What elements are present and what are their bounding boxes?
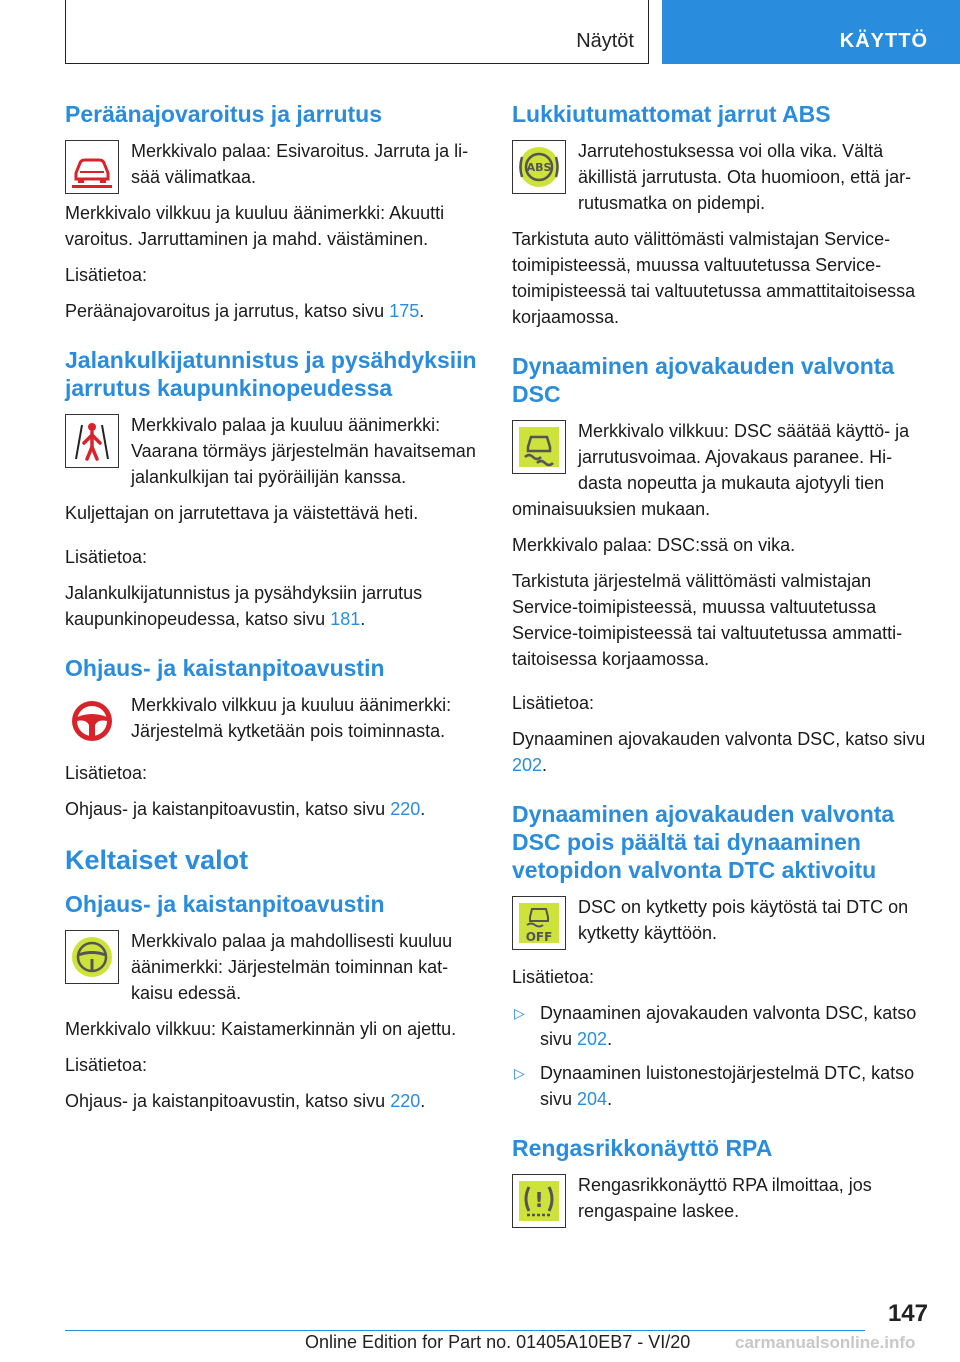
left-column bbox=[65, 100, 479, 1136]
reference: Ohjaus- ja kaistanpitoavustin, katso sivu 220. bbox=[65, 799, 426, 819]
header-section-box bbox=[65, 0, 649, 64]
page-link[interactable]: 175 bbox=[389, 301, 420, 321]
page-link[interactable]: 220 bbox=[390, 799, 421, 819]
right-column bbox=[512, 100, 928, 1246]
reference: Dynaaminen ajovakauden valvonta DSC, katso sivu 202. bbox=[512, 729, 926, 775]
section-dsc bbox=[512, 352, 928, 778]
footer-divider bbox=[65, 1330, 865, 1331]
reference: Jalankulkijatunnistus ja pysähdyksiin jarrutus kaupunkinopeudessa, katso sivu 181. bbox=[65, 583, 423, 629]
page-link[interactable]: 202 bbox=[577, 1029, 608, 1049]
dsc-icon bbox=[512, 420, 566, 474]
section-rpa bbox=[512, 1134, 928, 1224]
section-pedestrian-detection bbox=[65, 346, 479, 632]
paragraph: Tarkistuta järjestelmä välittömästi valmistajan Service-toimipisteessä, muussa valtuutetussa Service-toimipisteessä tai valtuutetussa ammattitaitoisessa korjaamossa. bbox=[512, 571, 903, 669]
section-title: Dynaaminen ajovakauden valvonta DSC bbox=[512, 353, 895, 407]
paragraph: Merkkivalo palaa: Esivaroitus. Jarruta ja lisää välimatkaa. bbox=[131, 141, 469, 187]
pedestrian-warning-icon bbox=[65, 414, 119, 468]
info-label: Lisätietoa: bbox=[65, 763, 148, 783]
paragraph: Rengasrikkonäyttö RPA ilmoittaa, jos rengaspaine laskee. bbox=[578, 1175, 872, 1221]
collision-warning-icon bbox=[65, 140, 119, 194]
page-link[interactable]: 220 bbox=[390, 1091, 421, 1111]
footer-edition: Online Edition for Part no. 01405A10EB7 - VI/20 bbox=[305, 1332, 691, 1352]
section-title: Dynaaminen ajovakauden valvonta DSC pois päältä tai dynaaminen vetopidon valvonta DTC aktivoitu bbox=[512, 801, 895, 883]
section-title: Rengasrikkonäyttö RPA bbox=[512, 1135, 773, 1161]
dsc-off-icon bbox=[512, 896, 566, 950]
section-title: Ohjaus- ja kaistanpitoavustin bbox=[65, 891, 385, 917]
section-title: Lukkiutumattomat jarrut ABS bbox=[512, 101, 831, 127]
page-link[interactable]: 181 bbox=[330, 609, 361, 629]
section-title: Ohjaus- ja kaistanpitoavustin bbox=[65, 655, 385, 681]
section-dsc-off bbox=[512, 800, 928, 1112]
reference: Peräänajovaroitus ja jarrutus, katso sivu 175. bbox=[65, 301, 425, 321]
page-link[interactable]: 202 bbox=[512, 755, 543, 775]
paragraph: Merkkivalo vilkkuu ja kuuluu äänimerkki: Akuutti varoitus. Jarruttaminen ja mahd. väistäminen. bbox=[65, 203, 445, 249]
info-label: Lisätietoa: bbox=[65, 547, 148, 567]
page-number: 147 bbox=[887, 1300, 928, 1327]
paragraph: Kuljettajan on jarrutettava ja väistettävä heti. bbox=[65, 503, 419, 523]
steering-wheel-yellow-icon bbox=[65, 930, 119, 984]
info-label: Lisätietoa: bbox=[65, 265, 148, 285]
section-steering-assist-red bbox=[65, 654, 479, 822]
abs-warning-icon bbox=[512, 140, 566, 194]
abs-icon-text: ABS bbox=[526, 161, 552, 174]
paragraph: Merkkivalo vilkkuu: DSC säätää käyttö- ja jarrutusvoimaa. Ajovakaus paranee. Hidasta nopeutta ja mukauta ajotyyli tien ominaisuuksien mukaan. bbox=[512, 421, 910, 519]
list-item: ▷ Dynaaminen ajovakauden valvonta DSC, katso sivu 202. bbox=[512, 1000, 928, 1052]
section-steering-assist-yellow bbox=[65, 890, 479, 1114]
paragraph: Jarrutehostuksessa voi olla vika. Vältä äkillistä jarrutusta. Ota huomioon, että jarrutusmatka on pidempi. bbox=[578, 141, 912, 213]
reference: Ohjaus- ja kaistanpitoavustin, katso sivu 220. bbox=[65, 1091, 426, 1111]
info-label: Lisätietoa: bbox=[512, 967, 595, 987]
paragraph: Merkkivalo vilkkuu ja kuuluu äänimerkki: Järjestelmä kytketään pois toiminnasta. bbox=[131, 695, 452, 741]
tire-pressure-icon-text: ! bbox=[534, 1188, 544, 1212]
paragraph: Tarkistuta auto välittömästi valmistajan Service-toimipisteessä, muussa valtuutetussa Service-toimipisteessä tai valtuutetussa ammattitaitoisessa korjaamossa. bbox=[512, 229, 916, 327]
header-section-title: Näytöt bbox=[576, 30, 634, 52]
info-label: Lisätietoa: bbox=[512, 693, 595, 713]
section-title: Peräänajovaroitus ja jarrutus bbox=[65, 101, 383, 127]
chapter-heading: Keltaiset valot bbox=[65, 845, 249, 875]
watermark: carmanualsonline.info bbox=[735, 1333, 916, 1352]
dsc-off-icon-text: OFF bbox=[525, 930, 553, 944]
section-collision-warning bbox=[65, 100, 479, 324]
paragraph: Merkkivalo palaa ja mahdollisesti kuuluu äänimerkki: Järjestelmän toiminnan katkaisu edessä. bbox=[131, 931, 453, 1003]
triangle-bullet-icon: ▷ bbox=[514, 1065, 525, 1081]
section-abs bbox=[512, 100, 928, 330]
header-chapter-tab bbox=[662, 0, 960, 64]
paragraph: Merkkivalo palaa ja kuuluu äänimerkki: Vaarana törmäys järjestelmän havaitseman jalankulkijan tai pyöräilijän kanssa. bbox=[131, 415, 476, 487]
section-title: Jalankulkijatunnistus ja pysähdyksiin jarrutus kaupunkinopeudessa bbox=[65, 347, 477, 401]
steering-wheel-red-icon bbox=[65, 694, 119, 748]
paragraph: Merkkivalo palaa: DSC:ssä on vika. bbox=[512, 535, 796, 555]
paragraph: Merkkivalo vilkkuu: Kaistamerkinnän yli on ajettu. bbox=[65, 1019, 457, 1039]
paragraph: DSC on kytketty pois käytöstä tai DTC on kytketty käyttöön. bbox=[578, 897, 909, 943]
triangle-bullet-icon: ▷ bbox=[514, 1005, 525, 1021]
info-label: Lisätietoa: bbox=[65, 1055, 148, 1075]
header-chapter-title: KÄYTTÖ bbox=[839, 30, 928, 52]
reference-list bbox=[512, 1000, 928, 1112]
page-link[interactable]: 204 bbox=[577, 1089, 608, 1109]
tire-pressure-icon bbox=[512, 1174, 566, 1228]
list-item: ▷ Dynaaminen luistonestojärjestelmä DTC, katso sivu 204. bbox=[512, 1060, 928, 1112]
